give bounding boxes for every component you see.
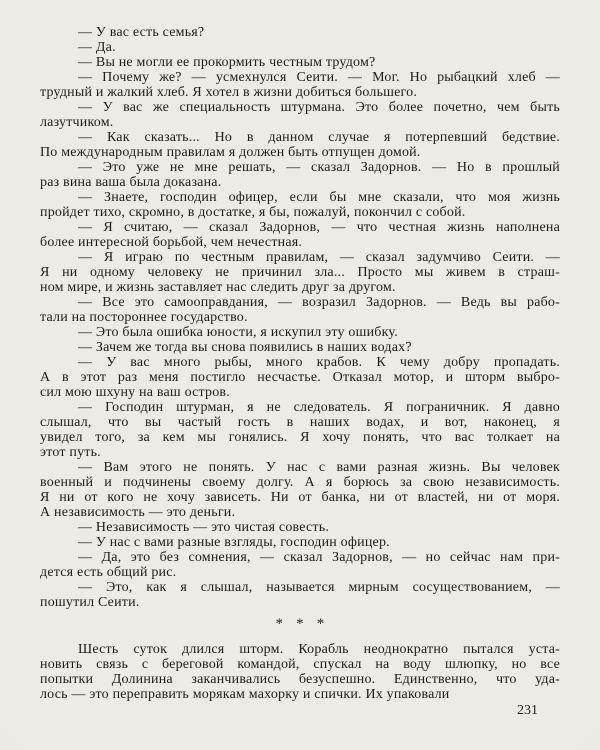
paragraph bbox=[40, 190, 560, 220]
text-line: лазутчиком. bbox=[40, 115, 114, 130]
text-line: — Как сказать... Но в данном случае я потерпевший бедствие. bbox=[78, 130, 560, 145]
text-line: А в этот раз меня постигло несчастье. Отказал мотор, и шторм выбро- bbox=[40, 370, 560, 385]
text-line: По международным правилам я должен быть отпущен домой. bbox=[40, 145, 421, 160]
text-line: — Господин штурман, я не следователь. Я пограничник. Я давно bbox=[78, 400, 560, 415]
text-line: — Я играю по честным правилам, — сказал задумчиво Сеити. — bbox=[78, 250, 560, 265]
text-line: попытки Долинина заканчивались безуспешно. Единственно, что уда- bbox=[40, 672, 560, 687]
text-line: слышал, что вы частый гость в наших водах, и вот, наконец, я bbox=[40, 415, 560, 430]
paragraph bbox=[40, 460, 560, 520]
text-line: — Да. bbox=[78, 40, 116, 55]
text-line: пройдет тихо, скромно, в достатке, я бы, пожалуй, покончил с собой. bbox=[40, 205, 466, 220]
text-line: А независимость — это деньги. bbox=[40, 505, 236, 520]
text-line: военный и подчинены своему долгу. А я борюсь за свою независимость. bbox=[40, 475, 560, 490]
text-line: увидел того, за кем мы гонялись. Я хочу понять, что вас толкает на bbox=[40, 430, 560, 445]
text-line: сил мою шхуну на ваш остров. bbox=[40, 385, 230, 400]
section-separator: * * * bbox=[275, 616, 325, 632]
text-line: — Я считаю, — сказал Задорнов, — что честная жизнь наполнена bbox=[78, 220, 560, 235]
paragraph bbox=[40, 355, 560, 400]
paragraph bbox=[40, 55, 560, 70]
text-line: Шесть суток длился шторм. Корабль неоднократно пытался уста- bbox=[78, 642, 560, 657]
paragraph bbox=[40, 520, 560, 535]
text-line: — Это была ошибка юности, я искупил эту ошибку. bbox=[78, 325, 398, 340]
text-line: — Это уже не мне решать, — сказал Задорнов. — Но в прошлый bbox=[78, 160, 560, 175]
text-line: — Это, как я слышал, называется мирным сосуществованием, — bbox=[78, 580, 560, 595]
paragraph bbox=[40, 535, 560, 550]
text-line: лось — это переправить морякам махорку и спички. Их упаковали bbox=[40, 687, 450, 702]
text-line: — У нас с вами разные взгляды, господин офицер. bbox=[78, 535, 390, 550]
text-line: — Вам этого не понять. У нас с вами разная жизнь. Вы человек bbox=[78, 460, 560, 475]
text-line: раз вина ваша была доказана. bbox=[40, 175, 222, 190]
text-line: пошутил Сеити. bbox=[40, 595, 140, 610]
text-line: — У вас же специальность штурмана. Это более почетно, чем быть bbox=[78, 100, 560, 115]
text-block bbox=[40, 25, 560, 702]
text-line: — Знаете, господин офицер, если бы мне сказали, что моя жизнь bbox=[78, 190, 560, 205]
paragraph bbox=[40, 220, 560, 250]
paragraph bbox=[40, 295, 560, 325]
text-line: — У вас есть семья? bbox=[78, 25, 205, 40]
text-line: новить связь с береговой командой, спускал на воду шлюпку, но все bbox=[40, 657, 560, 672]
paragraph bbox=[40, 642, 560, 702]
text-line: — Независимость — это чистая совесть. bbox=[78, 520, 330, 535]
paragraph bbox=[40, 580, 560, 610]
paragraph bbox=[40, 130, 560, 160]
text-line: — Зачем же тогда вы снова появились в наших водах? bbox=[78, 340, 412, 355]
text-line: — У вас много рыбы, много крабов. К чему добру пропадать. bbox=[78, 355, 560, 370]
paragraph bbox=[40, 70, 560, 100]
paragraph bbox=[40, 100, 560, 130]
text-line: Я ни одному человеку не причинил зла... Просто мы живем в страш- bbox=[40, 265, 560, 280]
paragraph bbox=[40, 400, 560, 460]
paragraph bbox=[40, 340, 560, 355]
text-line: тали на постороннее государство. bbox=[40, 310, 248, 325]
text-line: — Все это самооправдания, — возразил Задорнов. — Ведь вы рабо- bbox=[78, 295, 560, 310]
text-line: — Вы не могли ее прокормить честным трудом? bbox=[78, 55, 376, 70]
paragraph bbox=[40, 325, 560, 340]
text-line: — Да, это без сомнения, — сказал Задорнов, — но сейчас нам при- bbox=[78, 550, 560, 565]
text-line: трудный и жалкий хлеб. Я хотел в жизни добиться большего. bbox=[40, 85, 418, 100]
text-line: дется есть общий рис. bbox=[40, 565, 177, 580]
paragraph bbox=[40, 550, 560, 580]
text-line: Я ни от кого не хочу зависеть. Ни от банка, ни от властей, ни от моря. bbox=[40, 490, 560, 505]
paragraph bbox=[40, 160, 560, 190]
page-number: 231 bbox=[517, 703, 538, 718]
text-line: — Почему же? — усмехнулся Сеити. — Мог. Но рыбацкий хлеб — bbox=[78, 70, 560, 85]
text-line: более интересной борьбой, чем нечестная. bbox=[40, 235, 303, 250]
paragraph bbox=[40, 40, 560, 55]
text-line: этот путь. bbox=[40, 445, 101, 460]
text-line: ном мире, и жизнь заставляет нас следить друг за другом. bbox=[40, 280, 396, 295]
paragraph bbox=[40, 250, 560, 295]
paragraph bbox=[40, 25, 560, 40]
